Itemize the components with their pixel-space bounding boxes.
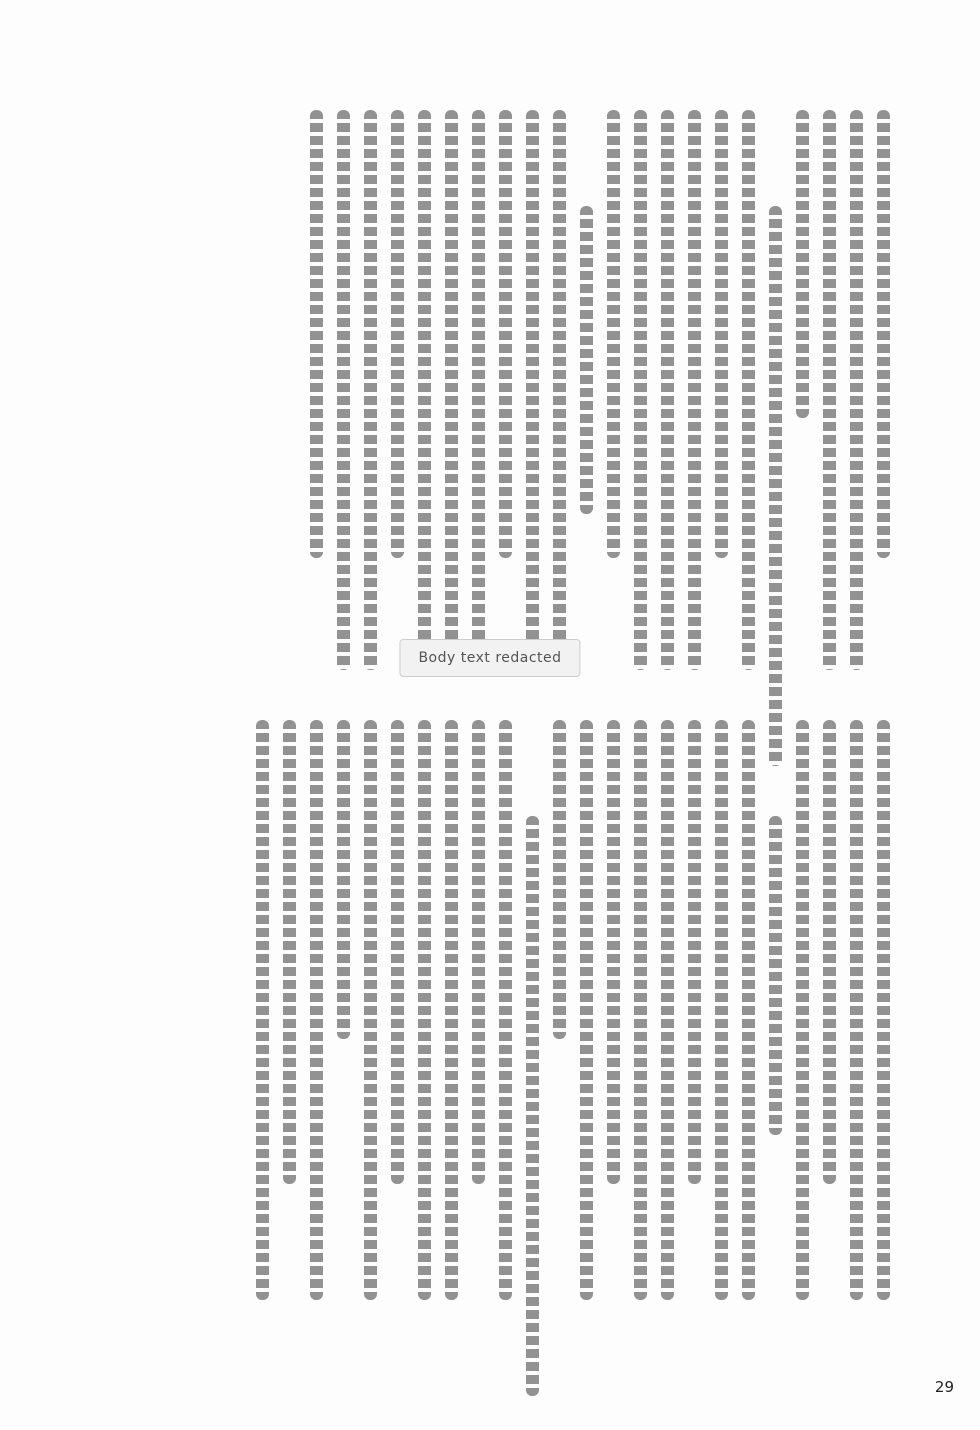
text-column <box>256 720 269 1300</box>
text-column <box>580 206 593 514</box>
text-column <box>418 110 431 670</box>
upper-text-register <box>90 110 890 670</box>
text-column <box>634 110 647 670</box>
text-column <box>580 720 593 1300</box>
text-column <box>283 720 296 1184</box>
text-column <box>877 720 890 1300</box>
text-column <box>661 720 674 1300</box>
text-column <box>445 720 458 1300</box>
text-column <box>850 720 863 1300</box>
text-column <box>796 720 809 1300</box>
text-column <box>877 110 890 558</box>
text-column <box>607 720 620 1184</box>
text-column <box>391 110 404 558</box>
page-number: 29 <box>934 1378 954 1396</box>
text-column <box>796 110 809 418</box>
text-column <box>823 110 836 670</box>
text-column <box>526 110 539 670</box>
text-column <box>499 110 512 558</box>
redaction-notice: Body text redacted <box>399 639 580 677</box>
text-column <box>715 720 728 1300</box>
text-column <box>526 816 539 1396</box>
text-column <box>769 816 782 1135</box>
lower-text-register <box>90 720 890 1300</box>
text-column <box>742 720 755 1300</box>
text-column <box>310 110 323 558</box>
text-column <box>310 720 323 1300</box>
text-column <box>337 720 350 1039</box>
text-column <box>607 110 620 558</box>
text-column <box>499 720 512 1300</box>
text-column <box>688 110 701 670</box>
text-column <box>472 720 485 1184</box>
text-column <box>661 110 674 670</box>
text-column <box>391 720 404 1184</box>
text-column <box>850 110 863 670</box>
text-column <box>364 110 377 670</box>
text-column <box>769 206 782 766</box>
text-column <box>364 720 377 1300</box>
text-column <box>634 720 647 1300</box>
text-column <box>337 110 350 670</box>
text-column <box>742 110 755 670</box>
text-column <box>418 720 431 1300</box>
text-column <box>472 110 485 670</box>
text-column <box>688 720 701 1184</box>
text-column <box>823 720 836 1184</box>
text-column <box>553 720 566 1039</box>
text-column <box>553 110 566 670</box>
text-column <box>715 110 728 558</box>
text-column <box>445 110 458 670</box>
